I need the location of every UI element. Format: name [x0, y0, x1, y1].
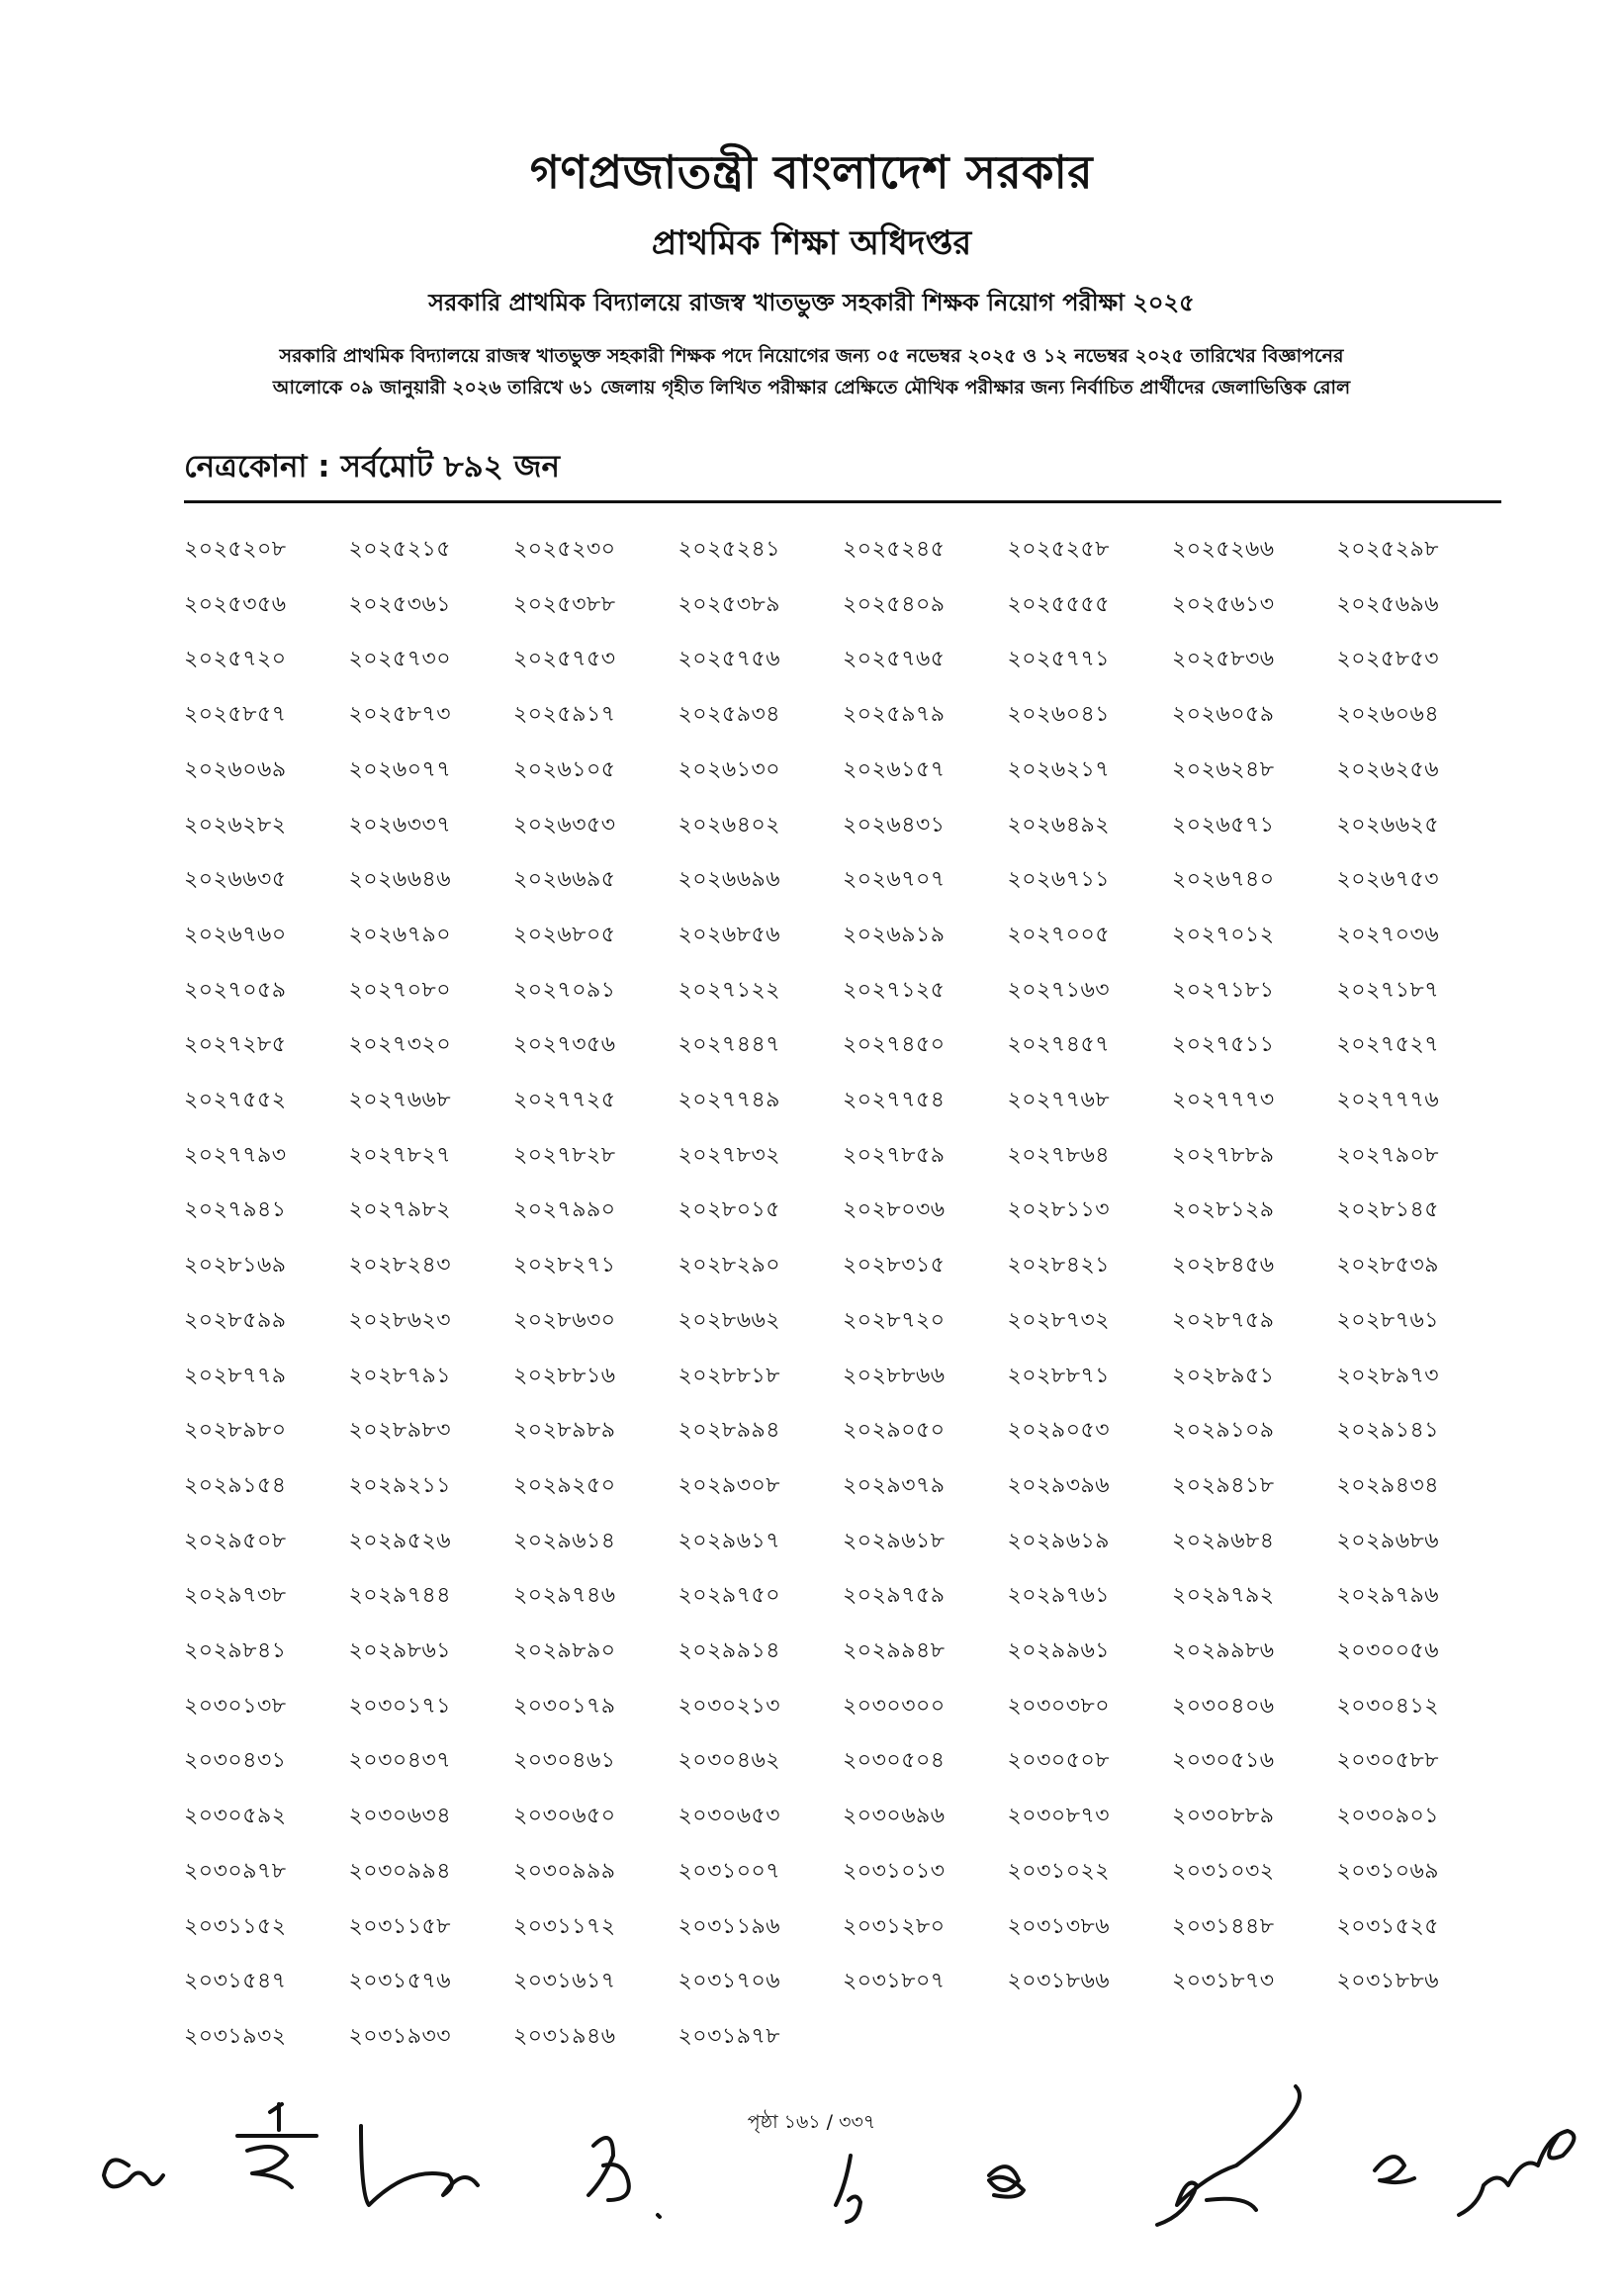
department-title: প্রাথমিক শিক্ষা অধিদপ্তর [651, 223, 972, 263]
roll-number: ২০২৫৬৯৬ [1336, 591, 1440, 617]
roll-number: ২০২৬৬৪৬ [348, 867, 452, 893]
roll-number: ২০৩১৮০৭ [843, 1969, 946, 1994]
roll-number: ২০২৮৯৫১ [1172, 1363, 1275, 1388]
roll-number: ২০২৮৪২১ [1007, 1253, 1111, 1279]
roll-number: ২০২৮২৭১ [513, 1253, 616, 1279]
roll-number: ২০২৭১৮৭ [1336, 977, 1440, 1003]
roll-number: ২০২৫২৫৮ [1007, 537, 1111, 562]
roll-number: ২০৩১৫৭৬ [348, 1969, 452, 1994]
signature-mark [237, 2104, 316, 2187]
signature-mark [1157, 2086, 1300, 2225]
roll-number: ২০২৯৬৮৪ [1172, 1528, 1275, 1553]
heading-divider [184, 500, 1501, 503]
roll-number: ২০২৬১০৫ [513, 756, 616, 782]
roll-number: ২০২৬০৫৯ [1172, 702, 1275, 728]
roll-number: ২০২৬৭৪০ [1172, 867, 1275, 893]
roll-number: ২০২৫২৬৬ [1172, 537, 1275, 562]
notice-line-2: আলোকে ০৯ জানুয়ারী ২০২৬ তারিখে ৬১ জেলায় গৃহীত লিখিত পরীক্ষার প্রেক্ষিতে মৌখিক পরীক্ষার জন্য নির্বাচিত প্রার্থীদের জেলাভিত্তিক রোল [272, 377, 1351, 398]
roll-number: ২০৩১৫৪৭ [184, 1969, 287, 1994]
roll-number: ২০২৫৮৭৩ [348, 702, 452, 728]
roll-number: ২০২৮৬৩০ [513, 1307, 616, 1333]
roll-number: ২০২৬২৫৬ [1336, 756, 1440, 782]
roll-number: ২০২৮১২৯ [1172, 1197, 1275, 1223]
roll-number: ২০২৭০০৫ [1007, 922, 1111, 947]
roll-number: ২০২৭৭৬৮ [1007, 1088, 1111, 1112]
roll-number: ২০২৬৭৬০ [184, 922, 287, 947]
roll-number: ২০২৮৯৮৯ [513, 1418, 616, 1444]
roll-number: ২০৩০৬৫৩ [677, 1804, 781, 1829]
roll-number: ২০৩১৬১৭ [513, 1969, 616, 1994]
roll-number: ২০২৭৭৫৪ [843, 1088, 946, 1112]
roll-number: ২০২৯৬১৭ [677, 1528, 781, 1553]
roll-number: ২০২৭৩৫৬ [513, 1032, 616, 1058]
roll-number: ২০৩০৯৯৪ [348, 1858, 452, 1884]
roll-number: ২০৩১৮৭৩ [1172, 1969, 1275, 1994]
roll-number: ২০৩০৩৮০ [1007, 1693, 1111, 1719]
roll-number: ২০৩০১৩৮ [184, 1693, 287, 1719]
roll-number: ২০২৫৩৫৬ [184, 591, 287, 617]
roll-number: ২০২৭১৮১ [1172, 977, 1275, 1003]
roll-number: ২০২৭৫১১ [1172, 1032, 1275, 1058]
roll-number: ২০৩১১৫২ [184, 1913, 287, 1939]
roll-number: ২০৩০৮৮৯ [1172, 1804, 1275, 1829]
roll-number: ২০৩০৯০১ [1336, 1804, 1440, 1829]
exam-title: সরকারি প্রাথমিক বিদ্যালয়ে রাজস্ব খাতভুক্ত সহকারী শিক্ষক নিয়োগ পরীক্ষা ২০২৫ [428, 289, 1195, 316]
roll-number: ২০২৫২৪১ [677, 537, 781, 562]
roll-number: ২০৩০৪৬২ [677, 1748, 781, 1774]
roll-number: ২০২৬৩৩৭ [348, 812, 452, 838]
roll-number: ২০২৬১৩০ [677, 756, 781, 782]
roll-number: ২০২৯৩৭৯ [843, 1472, 946, 1498]
roll-number: ২০২৮৯৮০ [184, 1418, 287, 1444]
signature-mark [989, 2166, 1024, 2197]
roll-number: ২০২৫২০৮ [184, 537, 287, 562]
roll-number: ২০৩০৪৬১ [513, 1748, 616, 1774]
roll-number: ২০৩০৪৩১ [184, 1748, 287, 1774]
roll-number: ২০২৭২৮৫ [184, 1032, 287, 1058]
roll-number: ২০২৫৮৫৩ [1336, 647, 1440, 672]
roll-number: ২০২৭৯৪১ [184, 1197, 287, 1223]
roll-number: ২০২৯০৫০ [843, 1418, 946, 1444]
roll-number: ২০২৫৪০৯ [843, 591, 946, 617]
roll-number: ২০৩১২৮০ [843, 1913, 946, 1939]
roll-number: ২০২৫৫৫৫ [1007, 591, 1111, 617]
roll-number: ২০২৯৯১৪ [677, 1638, 781, 1663]
roll-number: ২০২৫৭২০ [184, 647, 287, 672]
roll-number: ২০২৭৯৮২ [348, 1197, 452, 1223]
roll-number: ২০২৬৮৫৬ [677, 922, 781, 947]
roll-number: ২০২৫৯৩৪ [677, 702, 781, 728]
roll-number: ২০২৯৩০৮ [677, 1472, 781, 1498]
signature-mark [1375, 2157, 1414, 2182]
roll-number: ২০২৬৬২৫ [1336, 812, 1440, 838]
roll-number: ২০৩১৮৮৬ [1336, 1969, 1440, 1994]
roll-number: ২০৩১৪৪৮ [1172, 1913, 1275, 1939]
roll-number: ২০২৭০৫৯ [184, 977, 287, 1003]
roll-number: ২০৩০১৭৯ [513, 1693, 616, 1719]
roll-number: ২০২৭৯৯০ [513, 1197, 616, 1223]
roll-number: ২০২৬৪০২ [677, 812, 781, 838]
roll-number: ২০২৯৭৪৪ [348, 1583, 452, 1609]
roll-number: ২০২৮৬৬২ [677, 1307, 781, 1333]
roll-number: ২০৩০৮৭৩ [1007, 1804, 1111, 1829]
roll-number: ২০২৫৭৫৬ [677, 647, 781, 672]
signature-mark [1459, 2131, 1574, 2215]
signature-mark [836, 2156, 860, 2222]
roll-number: ২০২৮৩১৫ [843, 1253, 946, 1279]
roll-number: ২০২৫২৯৮ [1336, 537, 1440, 562]
roll-number: ২০২৬৬৩৫ [184, 867, 287, 893]
roll-number: ২০২৮১৬৯ [184, 1253, 287, 1279]
roll-number: ২০২৭৮৬৪ [1007, 1142, 1111, 1168]
roll-number: ২০২৯৭৯২ [1172, 1583, 1275, 1609]
roll-number: ২০২৫৬১৩ [1172, 591, 1275, 617]
roll-number: ২০২৮৬২৩ [348, 1307, 452, 1333]
roll-number: ২০২৯১৪১ [1336, 1418, 1440, 1444]
roll-number: ২০৩১৯৭৮ [677, 2023, 781, 2049]
roll-number: ২০২৯৭৪৬ [513, 1583, 616, 1609]
roll-number: ২০৩০০৫৬ [1336, 1638, 1440, 1663]
roll-number: ২০২৭১২২ [677, 977, 781, 1003]
roll-number: ২০২৭০৯১ [513, 977, 616, 1003]
government-title: গণপ্রজাতন্ত্রী বাংলাদেশ সরকার [529, 145, 1094, 199]
roll-number: ২০৩১৯৪৬ [513, 2023, 616, 2049]
roll-number: ২০২৯৬১৪ [513, 1528, 616, 1553]
roll-number: ২০২৯৮৬১ [348, 1638, 452, 1663]
roll-number: ২০২৮৯৭৩ [1336, 1363, 1440, 1388]
roll-number: ২০২৬৭৫৩ [1336, 867, 1440, 893]
roll-number: ২০২৮৮১৮ [677, 1363, 781, 1388]
roll-number: ২০২৫৩৬১ [348, 591, 452, 617]
roll-number: ২০২৫২৩০ [513, 537, 616, 562]
roll-number: ২০২৭৮৫৯ [843, 1142, 946, 1168]
roll-number: ২০২৮০১৫ [677, 1197, 781, 1223]
roll-number: ২০২৬৬৯৬ [677, 867, 781, 893]
roll-number: ২০৩০৪১২ [1336, 1693, 1440, 1719]
roll-number: ২০২৭৮৮৯ [1172, 1142, 1275, 1168]
roll-number: ২০২৯৭৫০ [677, 1583, 781, 1609]
roll-number: ২০২৯১০৯ [1172, 1418, 1275, 1444]
roll-number: ২০২৭৫৫২ [184, 1088, 287, 1112]
roll-number: ২০২৯২৫০ [513, 1472, 616, 1498]
roll-number: ২০২৬০৬৯ [184, 756, 287, 782]
roll-number: ২০২৯১৫৪ [184, 1472, 287, 1498]
roll-number: ২০২৮৮৭১ [1007, 1363, 1111, 1388]
roll-number: ২০২৭৪৪৭ [677, 1032, 781, 1058]
roll-number: ২০২৮৭৩২ [1007, 1307, 1111, 1333]
roll-number: ২০২৯৮৯০ [513, 1638, 616, 1663]
roll-number: ২০২৯৪১৮ [1172, 1472, 1275, 1498]
roll-number: ২০২৭৫২৭ [1336, 1032, 1440, 1058]
roll-number: ২০২৯২১১ [348, 1472, 452, 1498]
roll-number: ২০২৯৮৪১ [184, 1638, 287, 1663]
roll-number: ২০৩০৪৩৭ [348, 1748, 452, 1774]
roll-number: ২০৩১০১৩ [843, 1858, 946, 1884]
roll-number: ২০২৯৬১৯ [1007, 1528, 1111, 1553]
roll-number: ২০৩০১৭১ [348, 1693, 452, 1719]
roll-number: ২০৩১১৯৬ [677, 1913, 781, 1939]
roll-number: ২০৩০৬৫০ [513, 1804, 616, 1829]
roll-number: ২০২৬৪৯২ [1007, 812, 1111, 838]
roll-number: ২০২৫৭৫৩ [513, 647, 616, 672]
roll-number: ২০২৫৩৮৯ [677, 591, 781, 617]
roll-number: ২০৩০৯৯৯ [513, 1858, 616, 1884]
roll-number: ২০২৬০৭৭ [348, 756, 452, 782]
roll-number: ২০২৯৯৪৮ [843, 1638, 946, 1663]
roll-number: ২০২৬৩৫৩ [513, 812, 616, 838]
roll-number: ২০২৫২১৫ [348, 537, 452, 562]
roll-number: ২০২৮৭৭৯ [184, 1363, 287, 1388]
roll-number: ২০২৯৭৩৮ [184, 1583, 287, 1609]
roll-number: ২০২৬৯১৯ [843, 922, 946, 947]
roll-number: ২০২৭৭৪৯ [677, 1088, 781, 1112]
roll-number: ২০২৮৪৫৬ [1172, 1253, 1275, 1279]
roll-number: ২০৩১৯৩৩ [348, 2023, 452, 2049]
roll-number: ২০২৬০৬৪ [1336, 702, 1440, 728]
roll-number: ২০৩১৮৬৬ [1007, 1969, 1111, 1994]
roll-number: ২০২৭৯০৮ [1336, 1142, 1440, 1168]
district-heading: নেত্রকোনা : সর্বমোট ৮৯২ জন [184, 449, 560, 485]
roll-number: ২০২৯৯৮৬ [1172, 1638, 1275, 1663]
roll-number: ২০৩১১৭২ [513, 1913, 616, 1939]
roll-number: ২০২৯৯৬১ [1007, 1638, 1111, 1663]
roll-number: ২০২৮১৪৫ [1336, 1197, 1440, 1223]
roll-number: ২০৩১০৬৯ [1336, 1858, 1440, 1884]
roll-number: ২০৩০৬৯৬ [843, 1804, 946, 1829]
page-number: পৃষ্ঠা ১৬১ / ৩৩৭ [747, 2111, 876, 2133]
roll-number: ২০২৮০৩৬ [843, 1197, 946, 1223]
roll-number: ২০২৯৪৩৪ [1336, 1472, 1440, 1498]
roll-number: ২০২৫৮৩৬ [1172, 647, 1275, 672]
roll-number: ২০২৭৭২৫ [513, 1088, 616, 1112]
roll-number: ২০২৭৪৫০ [843, 1032, 946, 1058]
roll-number: ২০২৫৭৬৫ [843, 647, 946, 672]
roll-number: ২০২৮৫৩৯ [1336, 1253, 1440, 1279]
roll-number: ২০২৮৮১৬ [513, 1363, 616, 1388]
roll-number: ২০২৮৮৬৬ [843, 1363, 946, 1388]
roll-number: ২০৩০৫০৪ [843, 1748, 946, 1774]
roll-number: ২০২৯০৫৩ [1007, 1418, 1111, 1444]
roll-number: ২০২৯৬৮৬ [1336, 1528, 1440, 1553]
roll-number: ২০২৮১১৩ [1007, 1197, 1111, 1223]
roll-number: ২০৩১৯৩২ [184, 2023, 287, 2049]
roll-number: ২০২৭৬৬৮ [348, 1088, 452, 1112]
roll-number: ২০২৬১৫৭ [843, 756, 946, 782]
roll-number: ২০২৭৭৯৩ [184, 1142, 287, 1168]
roll-number: ২০২৫৯৭৯ [843, 702, 946, 728]
roll-number: ২০২৭৮২৭ [348, 1142, 452, 1168]
roll-number: ২০২৬৭৯০ [348, 922, 452, 947]
roll-number: ২০৩১০২২ [1007, 1858, 1111, 1884]
roll-number: ২০২৭০৩৬ [1336, 922, 1440, 947]
roll-number: ২০২৫৯১৭ [513, 702, 616, 728]
roll-number: ২০৩০৪০৬ [1172, 1693, 1275, 1719]
roll-number: ২০৩০৬৩৪ [348, 1804, 452, 1829]
roll-number: ২০২৭৮৩২ [677, 1142, 781, 1168]
roll-number: ২০৩০৩০০ [843, 1693, 946, 1719]
roll-number: ২০২৮৫৯৯ [184, 1307, 287, 1333]
roll-number: ২০২৮৭২০ [843, 1307, 946, 1333]
roll-number: ২০৩০৫৯২ [184, 1804, 287, 1829]
roll-number: ২০২৭৪৫৭ [1007, 1032, 1111, 1058]
roll-number: ২০২৬৪৩১ [843, 812, 946, 838]
roll-number: ২০২৫৭৩০ [348, 647, 452, 672]
roll-number: ২০২৬৭১১ [1007, 867, 1111, 893]
roll-number: ২০৩১৩৮৬ [1007, 1913, 1111, 1939]
roll-number: ২০২৬২৪৮ [1172, 756, 1275, 782]
signature-mark [588, 2138, 660, 2217]
roll-number: ২০২৭৭৭৬ [1336, 1088, 1440, 1112]
notice-line-1: সরকারি প্রাথমিক বিদ্যালয়ে রাজস্ব খাতভুক্ত সহকারী শিক্ষক পদে নিয়োগের জন্য ০৫ নভেম্বর ২০২৫ ও ১২ নভেম্বর ২০২৫ তারিখের বিজ্ঞাপনের [279, 345, 1344, 367]
roll-number: ২০২৯৭৯৬ [1336, 1583, 1440, 1609]
roll-number: ২০২৯৫২৬ [348, 1528, 452, 1553]
roll-number: ২০৩১০৩২ [1172, 1858, 1275, 1884]
roll-number: ২০৩০৯৭৮ [184, 1858, 287, 1884]
roll-number: ২০২৮২৪৩ [348, 1253, 452, 1279]
roll-number: ২০৩১৭০৬ [677, 1969, 781, 1994]
roll-number: ২০৩১০০৭ [677, 1858, 781, 1884]
roll-number: ২০২৬৮০৫ [513, 922, 616, 947]
signature-mark [104, 2160, 163, 2186]
roll-number: ২০২৭১৬৩ [1007, 977, 1111, 1003]
roll-number: ২০২৮৯৯৪ [677, 1418, 781, 1444]
roll-number: ২০২৭০৮০ [348, 977, 452, 1003]
roll-number: ২০২৬৭০৭ [843, 867, 946, 893]
roll-number: ২০২৬২১৭ [1007, 756, 1111, 782]
roll-number: ২০৩১৫২৫ [1336, 1913, 1440, 1939]
roll-number: ২০৩০৫১৬ [1172, 1748, 1275, 1774]
roll-number: ২০৩০২১৩ [677, 1693, 781, 1719]
roll-number: ২০২৭৩২০ [348, 1032, 452, 1058]
roll-number: ২০৩০৫০৮ [1007, 1748, 1111, 1774]
roll-number: ২০২৯৬১৮ [843, 1528, 946, 1553]
roll-number: ২০২৯৩৯৬ [1007, 1472, 1111, 1498]
roll-number: ২০২৭০১২ [1172, 922, 1275, 947]
roll-number: ২০২৫৩৮৮ [513, 591, 616, 617]
roll-number: ২০২৯৭৫৯ [843, 1583, 946, 1609]
roll-number: ২০২৯৭৬১ [1007, 1583, 1111, 1609]
roll-number: ২০২৮৭৫৯ [1172, 1307, 1275, 1333]
roll-number: ২০৩০৫৮৮ [1336, 1748, 1440, 1774]
roll-number: ২০২৭১২৫ [843, 977, 946, 1003]
roll-number: ২০৩১১৫৮ [348, 1913, 452, 1939]
roll-number: ২০২৬৫৭১ [1172, 812, 1275, 838]
roll-number: ২০২৮৭৯১ [348, 1363, 452, 1388]
roll-number: ২০২৫২৪৫ [843, 537, 946, 562]
roll-number: ২০২৫৮৫৭ [184, 702, 287, 728]
roll-number: ২০২৬২৮২ [184, 812, 287, 838]
roll-number: ২০২৫৭৭১ [1007, 647, 1111, 672]
roll-number: ২০২৮২৯০ [677, 1253, 781, 1279]
roll-number: ২০২৯৫০৮ [184, 1528, 287, 1553]
signatures [0, 2027, 1623, 2296]
roll-number: ২০২৭৮২৮ [513, 1142, 616, 1168]
signature-mark [361, 2126, 478, 2205]
roll-number: ২০২৬৬৯৫ [513, 867, 616, 893]
roll-number: ২০২৬০৪১ [1007, 702, 1111, 728]
roll-number: ২০২৮৯৮৩ [348, 1418, 452, 1444]
roll-number: ২০২৭৭৭৩ [1172, 1088, 1275, 1112]
roll-number: ২০২৮৭৬১ [1336, 1307, 1440, 1333]
